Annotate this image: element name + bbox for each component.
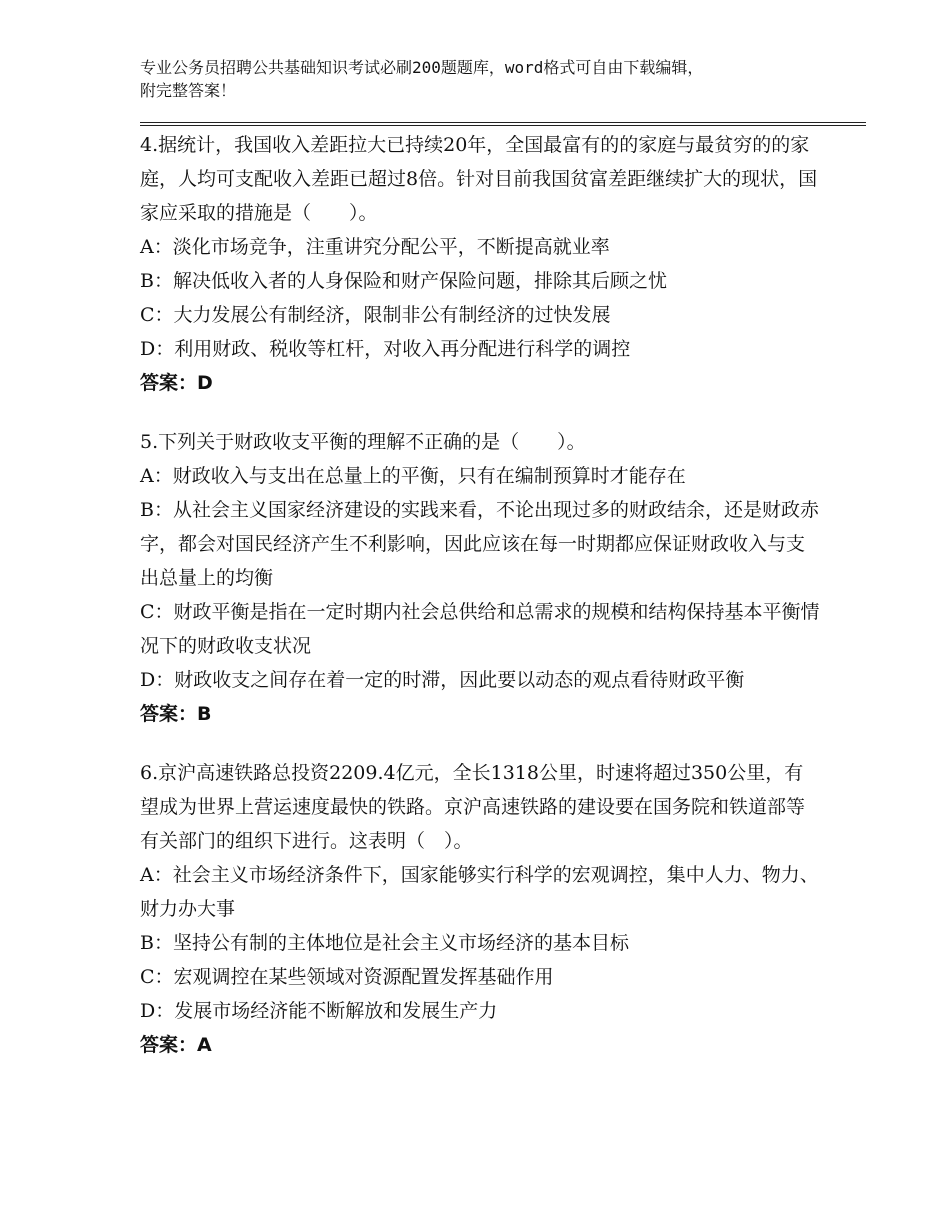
option-c: C：财政平衡是指在一定时期内社会总供给和总需求的规模和结构保持基本平衡情况下的财政收支状况 [140, 601, 820, 657]
option-d: D：发展市场经济能不断解放和发展生产力 [140, 1000, 498, 1022]
header-rule-top [140, 122, 866, 123]
option-a: A：淡化市场竞争，注重讲究分配公平，不断提高就业率 [140, 236, 610, 258]
header-line-2: 附完整答案！ [140, 81, 237, 100]
option-a: A：社会主义市场经济条件下，国家能够实行科学的宏观调控，集中人力、物力、财力办大事 [140, 864, 819, 920]
option-c: C：宏观调控在某些领域对资源配置发挥基础作用 [140, 966, 554, 988]
answer-label: 答案：D [140, 372, 213, 394]
answer-label: 答案：B [140, 703, 212, 725]
option-d: D：财政收支之间存在着一定的时滞，因此要以动态的观点看待财政平衡 [140, 669, 745, 691]
option-c: C：大力发展公有制经济，限制非公有制经济的过快发展 [140, 304, 611, 326]
question-stem: 4.据统计，我国收入差距拉大已持续20年，全国最富有的的家庭与最贫穷的的家庭，人均可支配收入差距已超过8倍。针对目前我国贫富差距继续扩大的现状，国家应采取的措施是（ ）。 [140, 134, 818, 224]
question-list [140, 128, 820, 1087]
question-6 [140, 756, 820, 1062]
option-b: B：从社会主义国家经济建设的实践来看，不论出现过多的财政结余，还是财政赤字，都会对国民经济产生不利影响，因此应该在每一时期都应保证财政收入与支出总量上的均衡 [140, 499, 819, 589]
question-stem: 5.下列关于财政收支平衡的理解不正确的是（ ）。 [140, 431, 586, 453]
header-line-1: 专业公务员招聘公共基础知识考试必刷200题题库，word格式可自由下载编辑， [140, 58, 704, 77]
question-5 [140, 425, 820, 731]
option-a: A：财政收入与支出在总量上的平衡，只有在编制预算时才能存在 [140, 465, 686, 487]
option-b: B：解决低收入者的人身保险和财产保险问题，排除其后顾之忧 [140, 270, 667, 292]
question-4 [140, 128, 820, 400]
answer-label: 答案：A [140, 1034, 212, 1056]
document-header [140, 56, 840, 102]
header-rule-bottom [140, 125, 866, 126]
question-stem: 6.京沪高速铁路总投资2209.4亿元，全长1318公里，时速将超过350公里，有望成为世界上营运速度最快的铁路。京沪高速铁路的建设要在国务院和铁道部等有关部门的组织下进行。这表明（ ）。 [140, 762, 806, 852]
option-d: D：利用财政、税收等杠杆，对收入再分配进行科学的调控 [140, 338, 631, 360]
option-b: B：坚持公有制的主体地位是社会主义市场经济的基本目标 [140, 932, 629, 954]
